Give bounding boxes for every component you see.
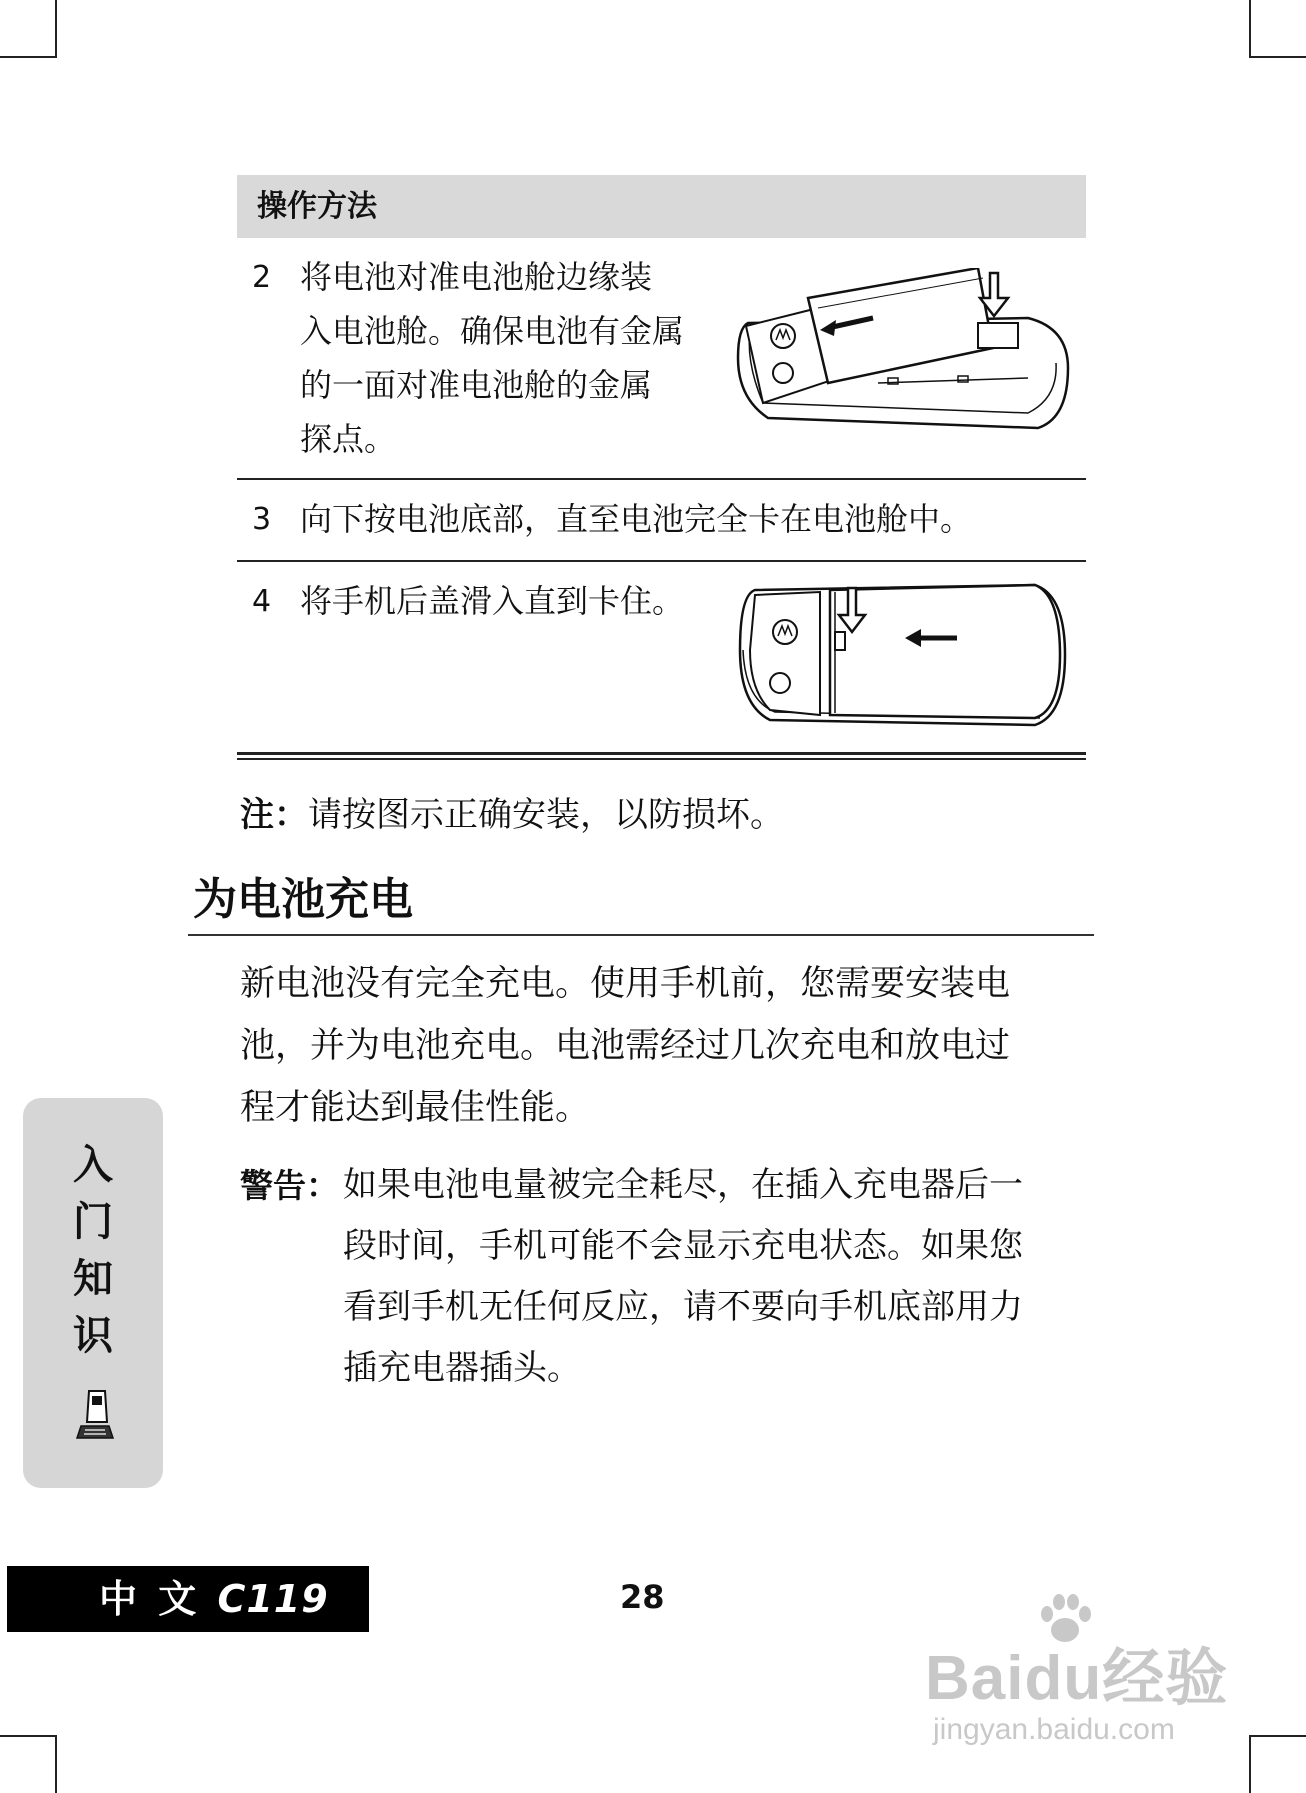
crop-mark (1249, 1735, 1251, 1793)
crop-mark (1249, 0, 1251, 58)
table-bottom-rule (237, 752, 1086, 755)
paragraph-line: 新电池没有完全充电。使用手机前，您需要安装电 (240, 964, 1011, 1004)
note-text: 请按图示正确安装，以防损坏。 (308, 795, 784, 835)
side-tab (23, 1098, 163, 1488)
crop-mark (55, 1735, 57, 1793)
paw-icon (1035, 1592, 1095, 1648)
footer-language: 中 文 (99, 1577, 201, 1621)
side-tab-char: 入 (73, 1141, 113, 1188)
side-tab-char: 知 (73, 1255, 113, 1302)
crop-mark (1251, 1735, 1306, 1737)
footer-title (7, 1566, 369, 1632)
watermark (925, 1600, 1228, 1747)
warning-line: 如果电池电量被完全耗尽，在插入充电器后一 (343, 1165, 1023, 1205)
warning-label: 警告： (240, 1166, 339, 1205)
cover-slide-illustration (735, 580, 1075, 730)
row-divider (237, 560, 1086, 562)
table-header: 操作方法 (237, 175, 1086, 238)
side-tab-label (23, 1136, 163, 1364)
row-divider (237, 478, 1086, 480)
paragraph-line: 程才能达到最佳性能。 (240, 1088, 591, 1128)
warning-line: 插充电器插头。 (343, 1348, 581, 1388)
step-line: 将电池对准电池舱边缘装 (300, 258, 653, 296)
step-line: 向下按电池底部，直至电池完全卡在电池舱中。 (300, 500, 973, 538)
battery-insert-illustration (728, 268, 1078, 438)
footer-model: C119 (217, 1577, 329, 1621)
warning-line: 段时间，手机可能不会显示充电状态。如果您 (343, 1226, 1023, 1266)
crop-mark (1251, 56, 1306, 58)
step-line: 将手机后盖滑入直到卡住。 (300, 582, 685, 620)
step-number: 2 (252, 260, 272, 295)
crop-mark (0, 1735, 55, 1737)
section-title: 为电池充电 (193, 874, 413, 925)
step-number: 3 (252, 502, 272, 537)
note-label: 注： (240, 795, 308, 835)
step-text (300, 574, 684, 628)
step-text (300, 492, 972, 546)
page-number: 28 (620, 1578, 665, 1616)
step-number: 4 (252, 584, 272, 619)
step-line: 入电池舱。确保电池有金属 (300, 312, 685, 350)
warning-line: 看到手机无任何反应，请不要向手机底部用力 (343, 1287, 1023, 1327)
crop-mark (55, 0, 57, 58)
phone-icon (75, 1388, 115, 1443)
watermark-url: jingyan.baidu.com (933, 1713, 1175, 1746)
step-line: 的一面对准电池舱的金属 (300, 366, 653, 404)
step-text (300, 250, 684, 466)
paragraph-line: 池，并为电池充电。电池需经过几次充电和放电过 (240, 1026, 1011, 1066)
crop-mark (0, 56, 55, 58)
note (240, 790, 784, 840)
table-bottom-rule (237, 758, 1086, 760)
side-tab-char: 识 (73, 1312, 113, 1359)
step-line: 探点。 (300, 420, 397, 458)
section-rule (188, 934, 1094, 936)
watermark-logo-text: Baidu经验 (925, 1644, 1229, 1713)
section-paragraph (240, 953, 1092, 1139)
side-tab-char: 门 (73, 1198, 113, 1245)
warning-text (345, 1155, 1090, 1399)
